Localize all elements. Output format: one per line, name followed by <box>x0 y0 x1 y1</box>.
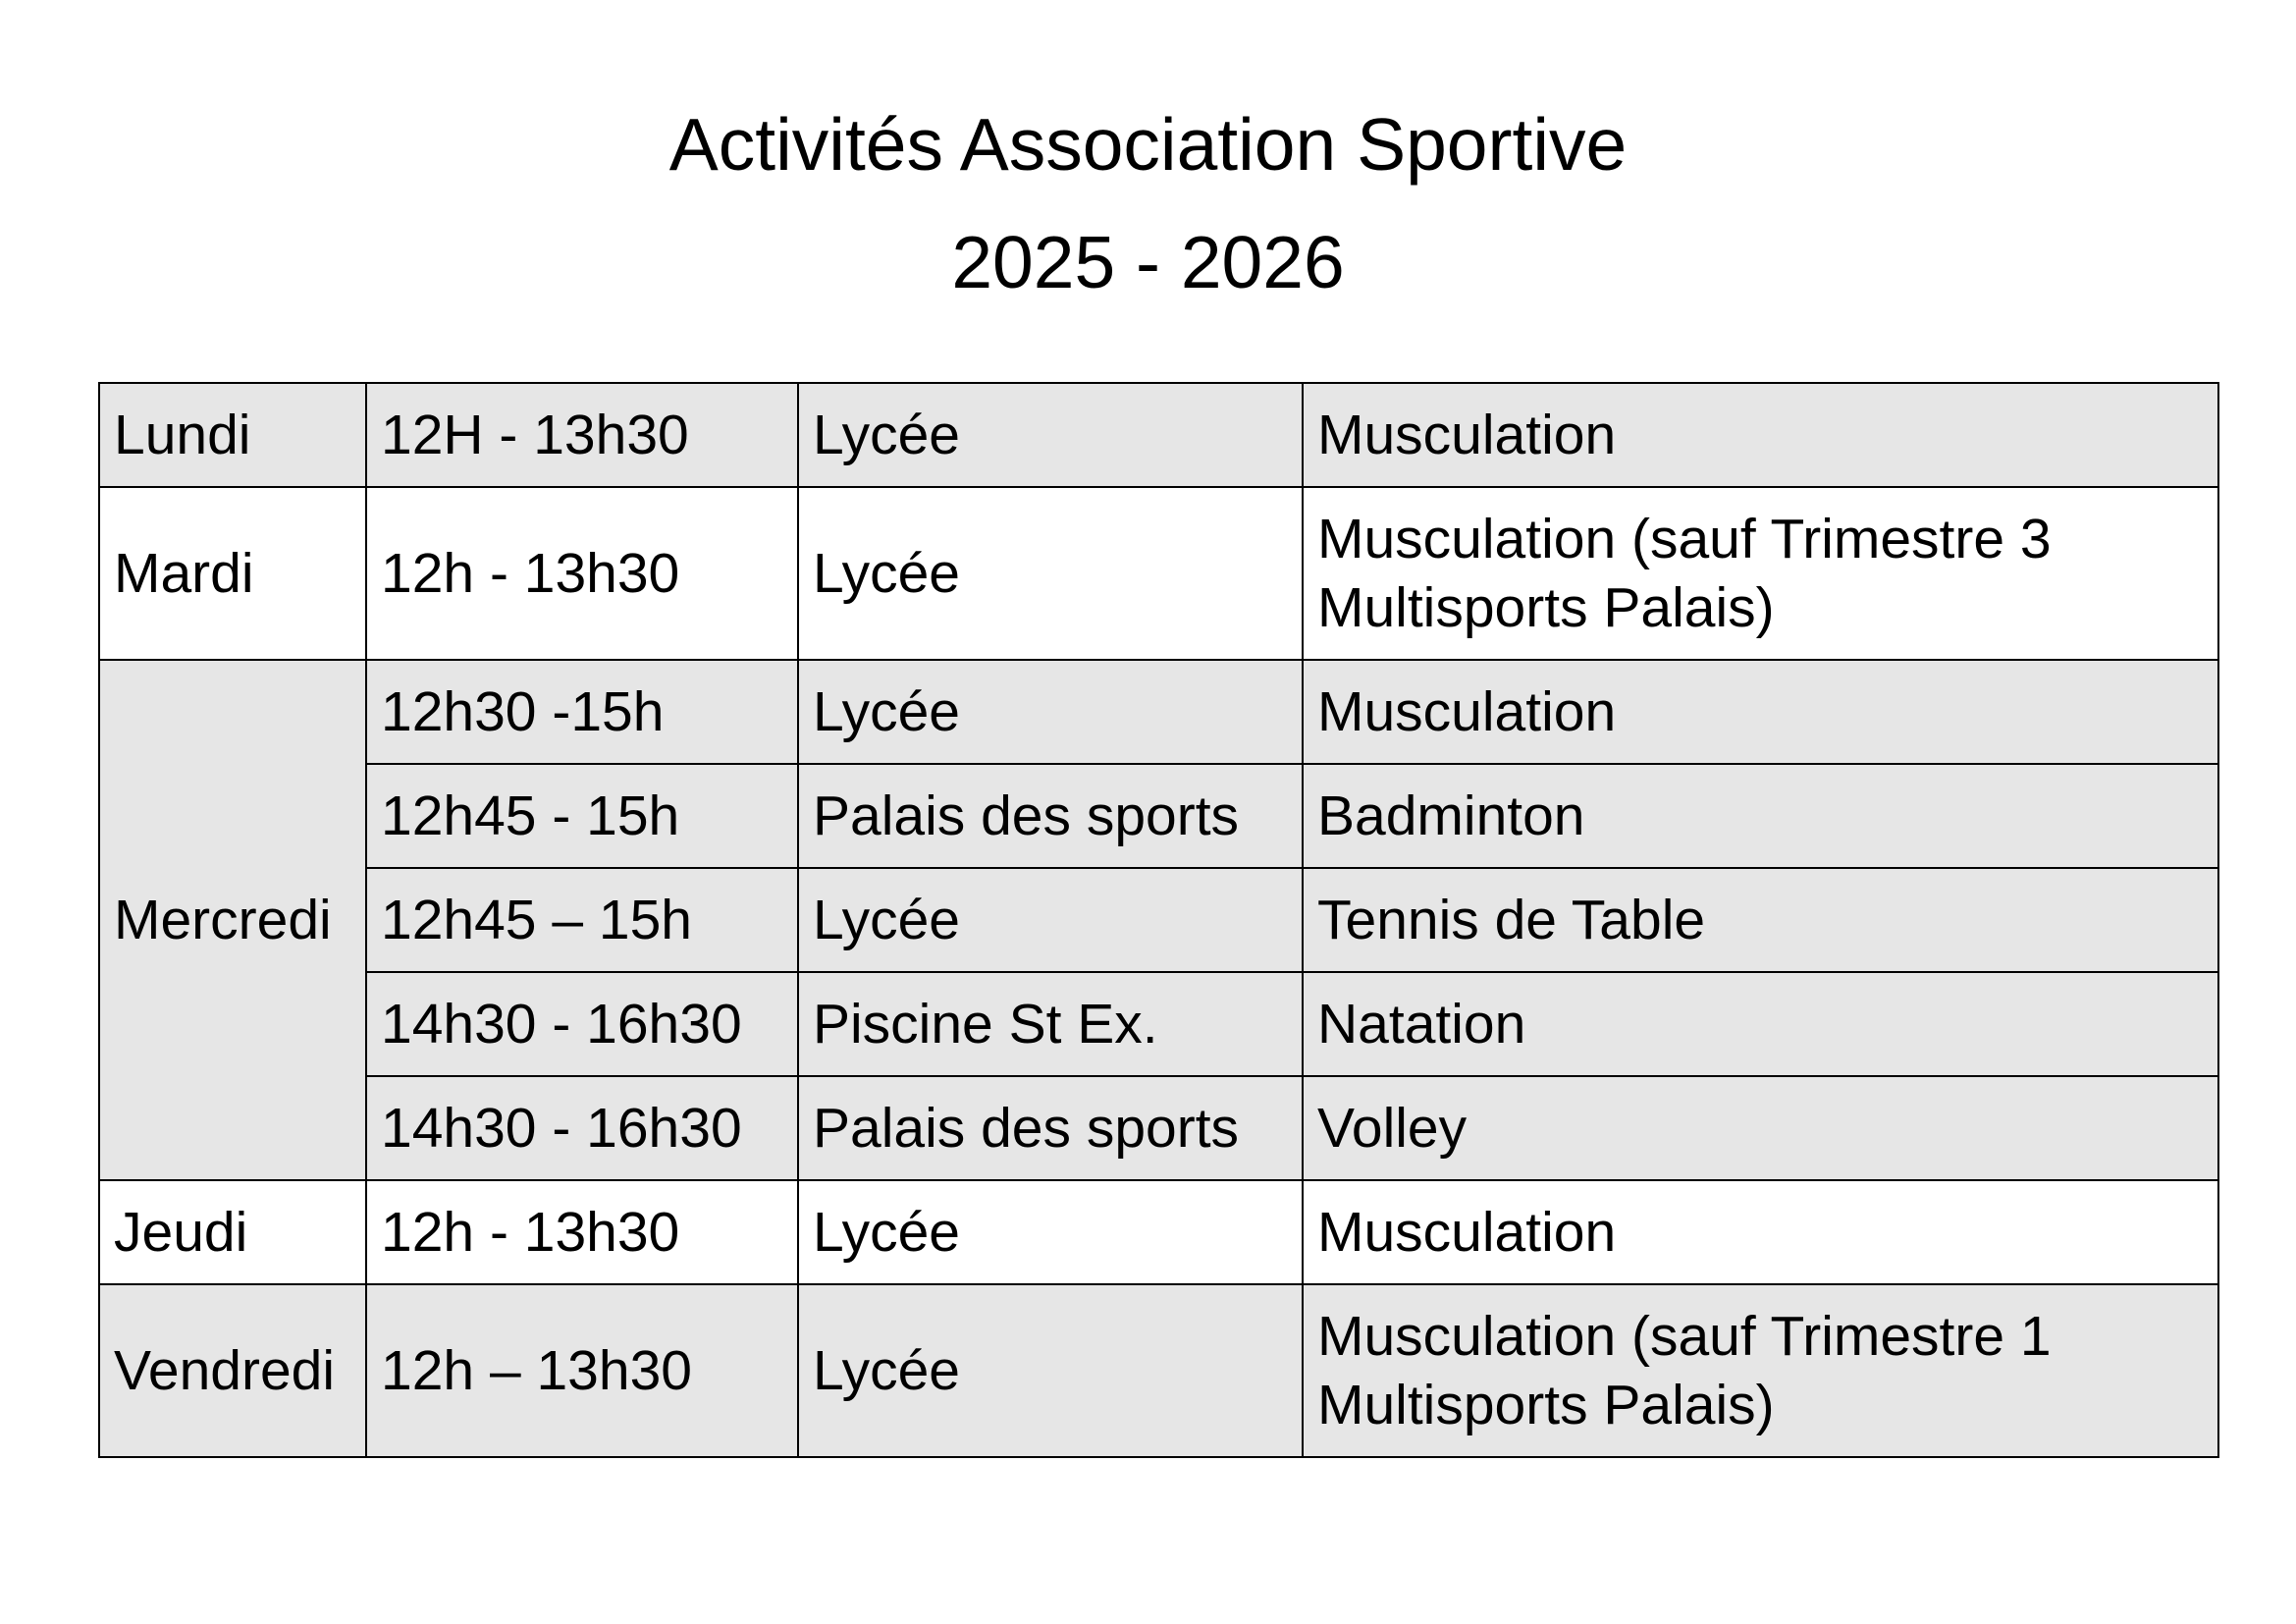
table-row <box>99 383 2218 487</box>
time-cell: 12h - 13h30 <box>366 487 798 660</box>
table-row <box>99 1076 2218 1180</box>
day-cell: Mercredi <box>99 660 366 1180</box>
activity-cell: Volley <box>1303 1076 2218 1180</box>
place-cell: Lycée <box>798 1284 1303 1457</box>
place-cell: Lycée <box>798 487 1303 660</box>
table-row <box>99 764 2218 868</box>
activity-cell: Musculation (sauf Trimestre 3 Multisports Palais) <box>1303 487 2218 660</box>
place-cell: Lycée <box>798 660 1303 764</box>
time-cell: 12h45 – 15h <box>366 868 798 972</box>
place-cell: Lycée <box>798 383 1303 487</box>
activity-cell: Musculation <box>1303 383 2218 487</box>
table-row <box>99 1180 2218 1284</box>
activity-cell: Musculation <box>1303 1180 2218 1284</box>
place-cell: Lycée <box>798 1180 1303 1284</box>
table-row <box>99 487 2218 660</box>
table-row <box>99 868 2218 972</box>
activity-cell: Tennis de Table <box>1303 868 2218 972</box>
day-cell: Vendredi <box>99 1284 366 1457</box>
time-cell: 14h30 - 16h30 <box>366 972 798 1076</box>
place-cell: Piscine St Ex. <box>798 972 1303 1076</box>
activity-cell: Natation <box>1303 972 2218 1076</box>
schedule-table <box>98 382 2219 1458</box>
time-cell: 12h - 13h30 <box>366 1180 798 1284</box>
page-subtitle-year: 2025 - 2026 <box>951 221 1345 303</box>
day-cell: Jeudi <box>99 1180 366 1284</box>
place-cell: Palais des sports <box>798 764 1303 868</box>
time-cell: 12H - 13h30 <box>366 383 798 487</box>
activity-cell: Musculation (sauf Trimestre 1 Multisports Palais) <box>1303 1284 2218 1457</box>
place-cell: Palais des sports <box>798 1076 1303 1180</box>
page-title: Activités Association Sportive <box>668 103 1628 186</box>
activity-cell: Badminton <box>1303 764 2218 868</box>
place-cell: Lycée <box>798 868 1303 972</box>
day-cell: Mardi <box>99 487 366 660</box>
time-cell: 12h – 13h30 <box>366 1284 798 1457</box>
table-row <box>99 972 2218 1076</box>
time-cell: 12h30 -15h <box>366 660 798 764</box>
table-row <box>99 1284 2218 1457</box>
time-cell: 12h45 - 15h <box>366 764 798 868</box>
activity-cell: Musculation <box>1303 660 2218 764</box>
day-cell: Lundi <box>99 383 366 487</box>
time-cell: 14h30 - 16h30 <box>366 1076 798 1180</box>
table-row <box>99 660 2218 764</box>
